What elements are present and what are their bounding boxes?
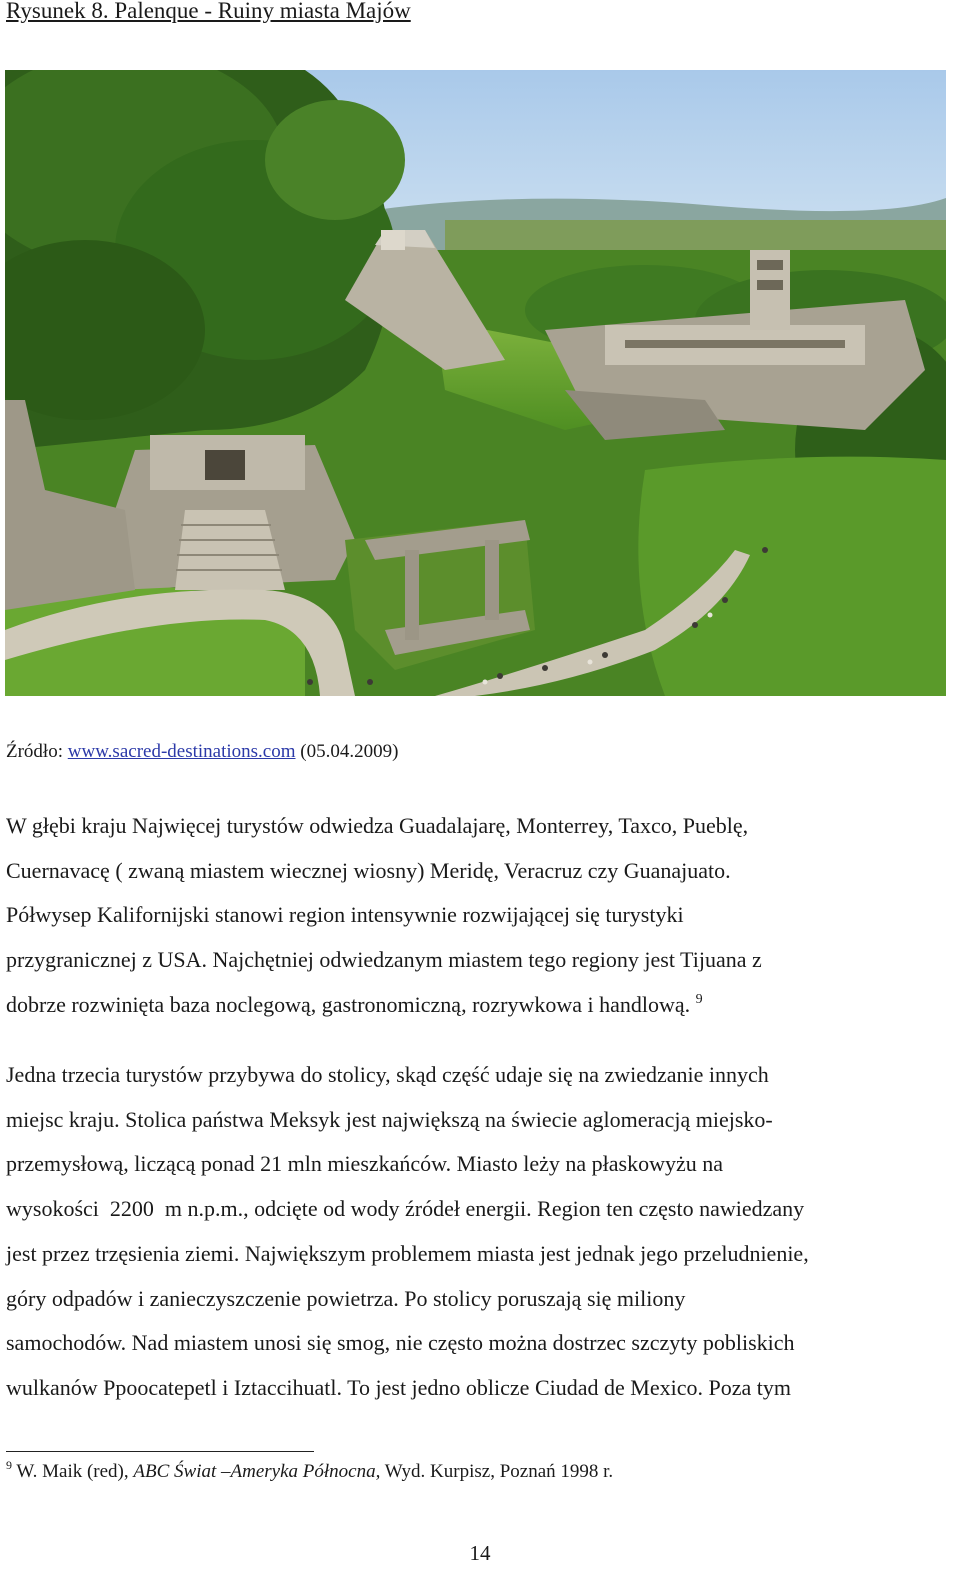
text-line: jest przez trzęsienia ziemi. Największym problemem miasta jest jednak jego przeludnienie, [6,1240,809,1266]
footnote-title: ABC Świat –Ameryka Północna, [133,1461,381,1482]
source-label: Źródło: [6,741,63,762]
footnote-reference[interactable]: 9 [695,991,703,1007]
text-line: wysokości 2200 m n.p.m., odcięte od wody źródeł energii. Region ten często nawiedzany [6,1196,805,1222]
paragraph-tourism-regions [6,804,941,1028]
paragraph-mexico-city [6,1053,941,1411]
source-date: (05.04.2009) [300,741,399,762]
text-line: dobrze rozwinięta baza noclegową, gastronomiczną, rozrywkowa i handlową. [6,991,691,1017]
footnote-author: W. Maik (red), [16,1461,134,1482]
text-line: miejsc kraju. Stolica państwa Meksyk jest największą na świecie aglomeracją miejsko- [6,1106,773,1132]
footnote-number: 9 [6,1458,12,1472]
figure-caption: Rysunek 8. Palenque - Ruiny miasta Majów [6,0,411,23]
text-line: W głębi kraju Najwięcej turystów odwiedza Guadalajarę, Monterrey, Taxco, Pueblę, [6,813,749,838]
text-line: samochodów. Nad miastem unosi się smog, nie często można dostrzec szczyty pobliskich [6,1330,795,1356]
text-line: Półwysep Kalifornijski stanowi region intensywnie rozwijającej się turystyki [6,902,684,928]
source-link[interactable]: www.sacred-destinations.com [67,741,296,762]
text-line: Jedna trzecia turystów przybywa do stolicy, skąd część udaje się na zwiedzanie innych [6,1062,769,1087]
footnote-publisher: Wyd. Kurpisz, Poznań 1998 r. [380,1461,614,1482]
footnote [6,1458,614,1483]
text-line-with-footnote [6,983,941,1028]
text-line: przemysłową, liczącą ponad 21 mln mieszkańców. Miasto leży na płaskowyżu na [6,1151,724,1177]
image-source [6,741,398,763]
footnote-divider [6,1451,314,1452]
text-line: Cuernavacę ( zwaną miastem wiecznej wiosny) Meridę, Veracruz czy Guanajuato. [6,857,731,883]
page-number: 14 [469,1541,491,1565]
text-line: góry odpadów i zanieczyszczenie powietrza. Po stolicy poruszają się miliony [6,1285,686,1311]
text-line: wulkanów Ppoocatepetl i Iztaccihuatl. To jest jedno oblicze Ciudad de Mexico. Poza tym [6,1374,791,1400]
text-line: przygranicznej z USA. Najchętniej odwiedzanym miastem tego regiony jest Tijuana z [6,947,762,973]
palenque-maya-ruins-photo [5,70,946,696]
